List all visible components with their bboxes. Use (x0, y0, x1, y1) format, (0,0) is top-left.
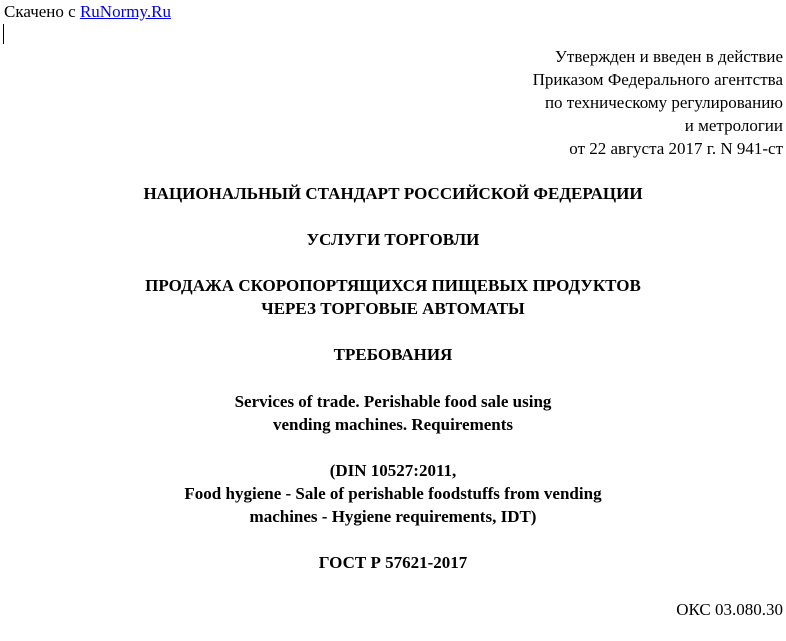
english-title-line: Services of trade. Perishable food sale using (234, 392, 552, 411)
approval-line: от 22 августа 2017 г. N 941-ст (569, 139, 783, 158)
source-link[interactable]: RuNormy.Ru (79, 2, 171, 21)
subject-title: УСЛУГИ ТОРГОВЛИ (306, 230, 480, 249)
din-reference-line: machines - Hygiene requirements, IDT) (249, 507, 537, 526)
national-standard-title: НАЦИОНАЛЬНЫЙ СТАНДАРТ РОССИЙСКОЙ ФЕДЕРАЦИИ (143, 184, 643, 203)
national-standard-heading (0, 182, 786, 205)
text-caret (3, 24, 4, 44)
source-prefix: Скачено с (4, 2, 80, 21)
approval-line: Приказом Федерального агентства (532, 70, 783, 89)
approval-block (533, 45, 783, 160)
requirements-title: ТРЕБОВАНИЯ (333, 345, 453, 364)
document-title (0, 274, 786, 320)
din-reference (0, 459, 786, 528)
din-reference-line: (DIN 10527:2011, (329, 461, 457, 480)
english-title (0, 390, 786, 436)
english-title-line: vending machines. Requirements (272, 415, 514, 434)
gost-number: ГОСТ Р 57621-2017 (318, 553, 468, 572)
subject-heading (0, 228, 786, 251)
oks-code: ОКС 03.080.30 (676, 600, 783, 619)
document-title-line: ПРОДАЖА СКОРОПОРТЯЩИХСЯ ПИЩЕВЫХ ПРОДУКТОВ (145, 276, 641, 295)
gost-designation (0, 551, 786, 574)
din-reference-line: Food hygiene - Sale of perishable foodstuffs from vending (184, 484, 602, 503)
approval-line: по техническому регулированию (544, 93, 783, 112)
document-title-line: ЧЕРЕЗ ТОРГОВЫЕ АВТОМАТЫ (261, 299, 525, 318)
approval-line: Утвержден и введен в действие (554, 47, 783, 66)
source-line (4, 1, 171, 23)
approval-line: и метрологии (684, 116, 783, 135)
requirements-heading (0, 343, 786, 366)
